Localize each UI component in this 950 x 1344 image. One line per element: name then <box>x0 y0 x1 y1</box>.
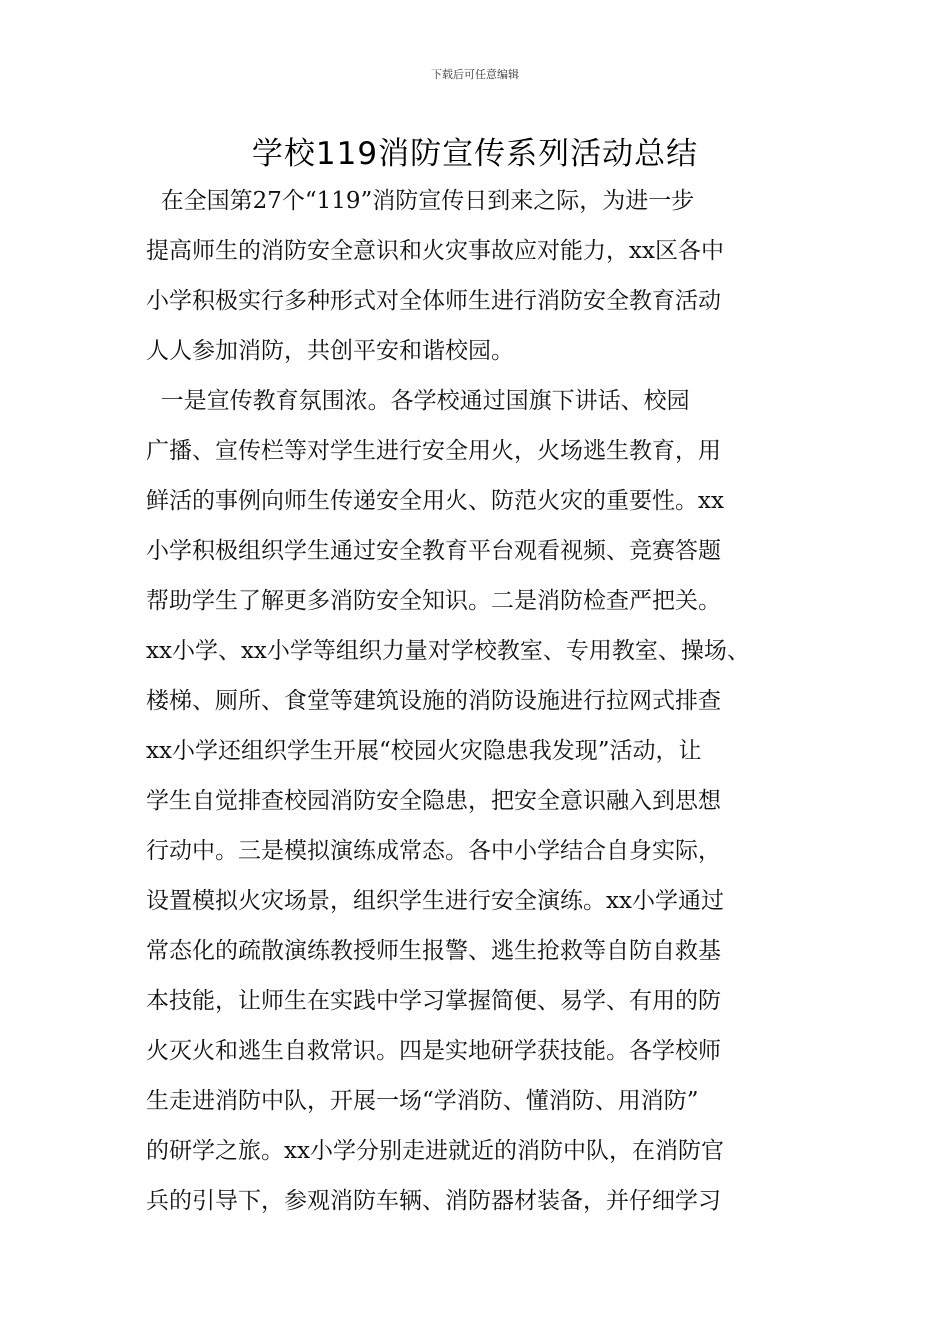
body-line: 的研学之旅。xx小学分别走进就近的消防中队，在消防官 <box>146 1138 724 1164</box>
body-line: 常态化的疏散演练教授师生报警、逃生抢救等自防自救基 <box>146 938 721 964</box>
body-line: xx小学、xx小学等组织力量对学校教室、专用教室、操场、 <box>146 638 750 664</box>
body-line: 广播、宣传栏等对学生进行安全用火，火场逃生教育，用 <box>146 438 721 464</box>
body-line: xx小学还组织学生开展“校园火灾隐患我发现”活动，让 <box>146 738 702 764</box>
body-line: 人人参加消防，共创平安和谐校园。 <box>146 338 514 364</box>
body-line: 鲜活的事例向师生传递安全用火、防范火灾的重要性。xx <box>146 488 724 514</box>
body-line: 学生自觉排查校园消防安全隐患，把安全意识融入到思想 <box>146 788 721 814</box>
body-line: 楼梯、厕所、食堂等建筑设施的消防设施进行拉网式排查 <box>146 688 721 714</box>
document-body <box>146 176 836 1226</box>
body-line: 行动中。三是模拟演练成常态。各中小学结合自身实际， <box>146 838 721 864</box>
body-line: 一是宣传教育氛围浓。各学校通过国旗下讲话、校园 <box>146 388 690 414</box>
body-line: 帮助学生了解更多消防安全知识。二是消防检查严把关。 <box>146 588 721 614</box>
header-note: 下载后可任意编辑 <box>431 68 519 81</box>
body-line: 小学积极实行多种形式对全体师生进行消防安全教育活动 <box>146 288 721 314</box>
body-line: 生走进消防中队，开展一场“学消防、懂消防、用消防” <box>146 1088 699 1114</box>
body-line: 兵的引导下，参观消防车辆、消防器材装备，并仔细学习 <box>146 1188 721 1214</box>
body-line: 小学积极组织学生通过安全教育平台观看视频、竞赛答题 <box>146 538 721 564</box>
body-line: 提高师生的消防安全意识和火灾事故应对能力，xx区各中 <box>146 238 724 264</box>
body-line: 火灭火和逃生自救常识。四是实地研学获技能。各学校师 <box>146 1038 721 1064</box>
body-line: 本技能，让师生在实践中学习掌握简便、易学、有用的防 <box>146 988 721 1014</box>
body-line: 在全国第27个“119”消防宣传日到来之际，为进一步 <box>146 188 695 214</box>
document-title: 学校119消防宣传系列活动总结 <box>251 136 699 172</box>
body-line: 设置模拟火灾场景，组织学生进行安全演练。xx小学通过 <box>146 888 724 914</box>
